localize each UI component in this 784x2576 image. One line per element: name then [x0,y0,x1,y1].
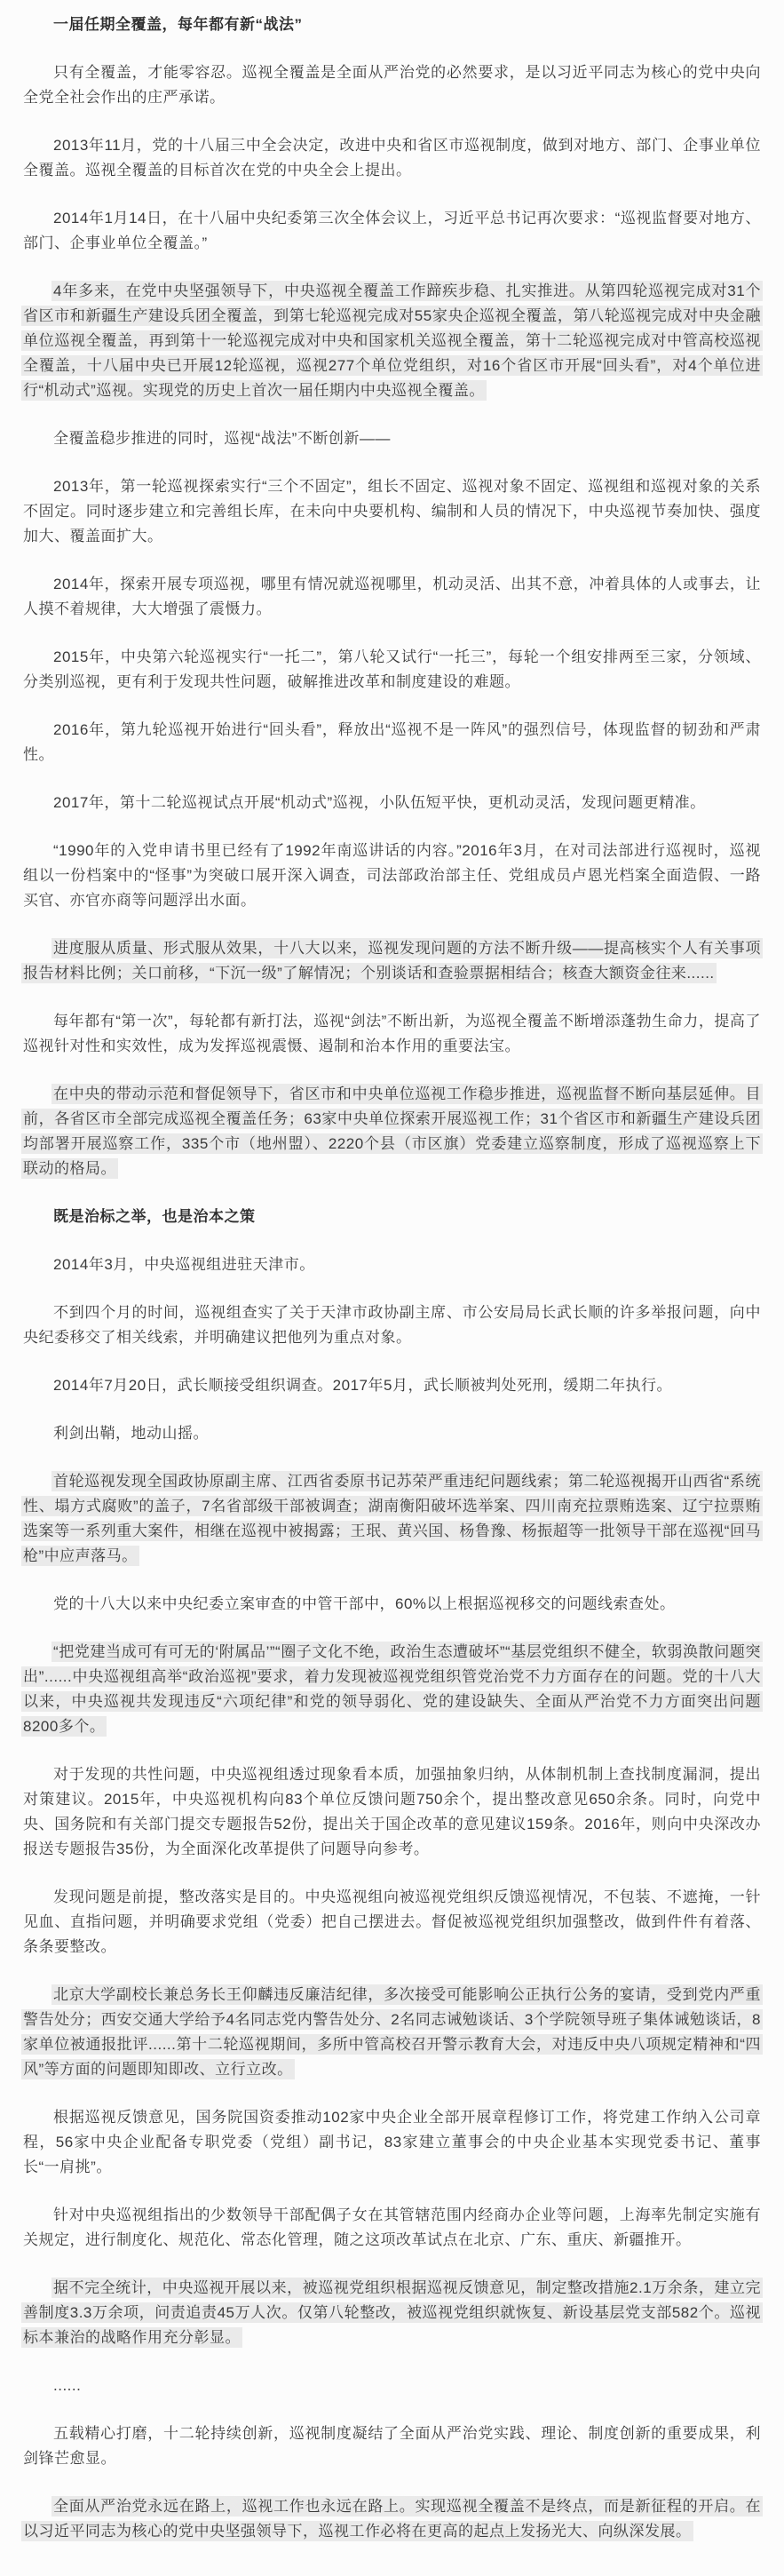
paragraph-text: 一届任期全覆盖，每年都有新“战法” [53,16,303,33]
paragraph-text: 进度服从质量、形式服从效果，十八大以来，巡视发现问题的方法不断升级——提高核实个人有关事项报告材料比例；关口前移，“下沉一级”了解情况；个别谈话和查验票据相结合；核查大额资金往来...... [23,940,761,982]
paragraph-text: 2013年，第一轮巡视探索实行“三个不固定”，组长不固定、巡视对象不固定、巡视组和巡视对象的关系不固定。同时逐步建立和完善组长库，在未向中央要机构、编制和人员的情况下，中央巡视节奏加快、强度加大、覆盖面扩大。 [23,478,761,545]
paragraph-text: 针对中央巡视组指出的少数领导干部配偶子女在其管辖范围内经商办企业等问题，上海率先制定实施有关规定，进行制度化、规范化、常态化管理，随之这项改革试点在北京、广东、重庆、新疆推开。 [23,2206,761,2248]
paragraph [23,1252,761,1277]
paragraph [23,2105,761,2180]
paragraph-text: 不到四个月的时间，巡视组查实了关于天津市政协副主席、市公安局局长武长顺的许多举报问题，向中央纪委移交了相关线索，并明确建议把他列为重点对象。 [23,1304,761,1346]
paragraph [23,1885,761,1960]
paragraph [23,839,761,913]
paragraph [23,2373,761,2398]
paragraph-text: 在中央的带动示范和督促领导下，省区市和中央单位巡视工作稳步推进，巡视监督不断向基层延伸。目前，各省区市全部完成巡视全覆盖任务；63家中央单位探索开展巡视工作；31个省区市和新疆生产建设兵团均部署开展巡察工作，335个市（地州盟）、2220个县（市区旗）党委建立巡察制度，形成了巡视巡察上下联动的格局。 [23,1085,761,1177]
paragraph-text: 发现问题是前提，整改落实是目的。中央巡视组向被巡视党组织反馈巡视情况，不包装、不遮掩，一针见血、直指问题，并明确要求党组（党委）把自己摆进去。督促被巡视党组织加强整改，做到件件有着落、条条要整改。 [23,1888,761,1955]
paragraph [23,645,761,695]
paragraph-text: 2016年，第九轮巡视开始进行“回头看”，释放出“巡视不是一阵风”的强烈信号，体现监督的韧劲和严肃性。 [23,721,761,763]
paragraph-text: 2014年1月14日，在十八届中央纪委第三次全体会议上，习近平总书记再次要求：“巡视监督要对地方、部门、企事业单位全覆盖。” [23,210,761,251]
paragraph-text: 对于发现的共性问题，中央巡视组透过现象看本质，加强抽象归纳，从体制机制上查找制度漏洞，提出对策建议。2015年，中央巡视机构向83个单位反馈问题750余个，提出整改意见650余条。同时，向党中央、国务院和有关部门提交专题报告52份，提出关于国企改革的意见建议159条。2016年，则向中央深改办报送专题报告35份，为全面深化改革提供了问题导向参考。 [23,1766,761,1857]
paragraph [23,206,761,256]
paragraph [23,791,761,815]
paragraph [23,718,761,767]
paragraph-text: 首轮巡视发现全国政协原副主席、江西省委原书记苏荣严重违纪问题线索；第二轮巡视揭开山西省“系统性、塌方式腐败”的盖子，7名省部级干部被调查；湖南衡阳破坏选举案、四川南充拉票贿选案、辽宁拉票贿选案等一系列重大案件，相继在巡视中被揭露；王珉、黄兴国、杨鲁豫、杨振超等一批领导干部在巡视“回马枪”中应声落马。 [23,1473,761,1564]
paragraph [23,936,761,986]
paragraph-text: 北京大学副校长兼总务长王仰麟违反廉洁纪律，多次接受可能影响公正执行公务的宴请，受到党内严重警告处分；西安交通大学给予4名同志党内警告处分、2名同志诫勉谈话、3个学院领导班子集体诫勉谈话，8家单位被通报批评......第十二轮巡视期间，多所中管高校召开警示教育大会，对违反中央八项规定精神和“四风”等方面的问题即知即改、立行立改。 [23,1986,761,2078]
paragraph [23,1421,761,1446]
paragraph [23,2203,761,2253]
paragraph [23,2421,761,2471]
paragraph [23,1469,761,1569]
paragraph [23,474,761,549]
paragraph-text: ...... [53,2377,82,2394]
section-heading [23,1205,761,1229]
paragraph-text: 据不完全统计，中央巡视开展以来，被巡视党组织根据巡视反馈意见，制定整改措施2.1万余条，建立完善制度3.3万余项，问责追责45万人次。仅第八轮整改，被巡视党组织就恢复、新设基层党支部582个。巡视标本兼治的战略作用充分彰显。 [23,2279,761,2346]
paragraph [23,1300,761,1350]
paragraph-text: 根据巡视反馈意见，国务院国资委推动102家中央企业全部开展章程修订工作，将党建工作纳入公司章程，56家中央企业配备专职党委（党组）副书记，83家建立董事会的中央企业基本实现党委书记、董事长“一肩挑”。 [23,2109,761,2175]
paragraph-text: “把党建当成可有可无的‘附属品’”“圈子文化不绝，政治生态遭破坏”“基层党组织不健全，软弱涣散问题突出”......中央巡视组高举“政治巡视”要求，着力发现被巡视党组织管党治党不力方面存在的问题。党的十八大以来，中央巡视共发现违反“六项纪律”和党的领导弱化、党的建设缺失、全面从严治党不力方面突出问题8200多个。 [23,1643,761,1735]
paragraph-text: “1990年的入党申请书里已经有了1992年南巡讲话的内容。”2016年3月，在对司法部进行巡视时，巡视组以一份档案中的“怪事”为突破口展开深入调查，司法部政治部主任、党组成员卢恩光档案全面造假、一路买官、亦官亦商等问题浮出水面。 [23,842,761,909]
paragraph [23,1983,761,2082]
paragraph-text: 利剑出鞘，地动山摇。 [53,1425,209,1442]
paragraph-text: 只有全覆盖，才能零容忍。巡视全覆盖是全面从严治党的必然要求，是以习近平同志为核心的党中央向全党全社会作出的庄严承诺。 [23,64,761,106]
paragraph-text: 每年都有“第一次”，每轮都有新打法，巡视“剑法”不断出新，为巡视全覆盖不断增添蓬勃生命力，提高了巡视针对性和实效性，成为发挥巡视震慑、遏制和治本作用的重要法宝。 [23,1013,761,1054]
paragraph [23,2276,761,2350]
paragraph [23,426,761,451]
paragraph [23,1640,761,1739]
paragraph-text: 全面从严治党永远在路上，巡视工作也永远在路上。实现巡视全覆盖不是终点，而是新征程的开启。在以习近平同志为核心的党中央坚强领导下，巡视工作必将在更高的起点上发扬光大、向纵深发展。 [23,2498,761,2540]
paragraph [23,1009,761,1059]
paragraph-text: 五载精心打磨，十二轮持续创新，巡视制度凝结了全面从严治党实践、理论、制度创新的重要成果，利剑锋芒愈显。 [23,2425,761,2467]
paragraph [23,572,761,622]
paragraph [23,1762,761,1862]
paragraph [23,133,761,183]
section-heading [23,12,761,37]
paragraph-text: 2014年，探索开展专项巡视，哪里有情况就巡视哪里，机动灵活、出其不意，冲着具体的人或事去，让人摸不着规律，大大增强了震慑力。 [23,576,761,617]
paragraph-text: 2014年3月，中央巡视组进驻天津市。 [53,1256,315,1273]
paragraph-text: 既是治标之举，也是治本之策 [53,1208,256,1225]
paragraph-text: 4年多来，在党中央坚强领导下，中央巡视全覆盖工作蹄疾步稳、扎实推进。从第四轮巡视完成对31个省区市和新疆生产建设兵团全覆盖，到第七轮巡视完成对55家央企巡视全覆盖，第八轮巡视完成对中央金融单位巡视全覆盖，再到第十一轮巡视完成对中央和国家机关巡视全覆盖，第十二轮巡视完成对中管高校巡视全覆盖，十八届中央已开展12轮巡视，巡视277个单位党组织，对16个省区市开展“回头看”，对4个单位进行“机动式”巡视。实现党的历史上首次一届任期内中央巡视全覆盖。 [23,282,761,399]
paragraph-text: 全覆盖稳步推进的同时，巡视“战法”不断创新—— [53,430,391,447]
paragraph [23,2494,761,2544]
paragraph [23,279,761,403]
paragraph [23,60,761,110]
paragraph [23,1592,761,1617]
paragraph [23,1373,761,1398]
paragraph [23,1082,761,1181]
paragraph-text: 2017年，第十二轮巡视试点开展“机动式”巡视，小队伍短平快，更机动灵活，发现问题更精准。 [53,794,706,811]
paragraph-text: 2013年11月，党的十八届三中全会决定，改进中央和省区市巡视制度，做到对地方、部门、企事业单位全覆盖。巡视全覆盖的目标首次在党的中央全会上提出。 [23,137,761,179]
paragraph-text: 党的十八大以来中央纪委立案审查的中管干部中，60%以上根据巡视移交的问题线索查处。 [53,1595,676,1612]
paragraph-text: 2015年，中央第六轮巡视实行“一托二”，第八轮又试行“一托三”，每轮一个组安排两至三家，分领域、分类别巡视，更有利于发现共性问题，破解推进改革和制度建设的难题。 [23,648,761,690]
paragraph-text: 2014年7月20日，武长顺接受组织调查。2017年5月，武长顺被判处死刑，缓期二年执行。 [53,1377,672,1394]
